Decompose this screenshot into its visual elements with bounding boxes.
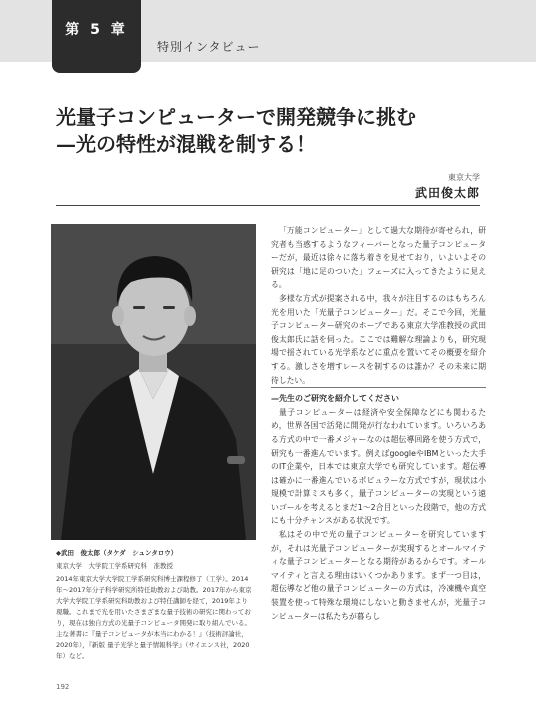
article-body [271, 224, 486, 664]
lead-paragraph: 「万能コンピューター」として過大な期待が寄せられ，研究者も当惑するようなフィーバーとなった量子コンピューターだが，最近は徐々に落ち着きを見せており，いよいよその研究は「地に足のついた」フェーズに入ってきたように見える。 [271, 226, 486, 290]
interview-question: —先生のご研究を紹介してください [271, 387, 486, 406]
chapter-tab [52, 0, 141, 73]
page-number: 192 [56, 683, 70, 691]
title-line-2: —光の特性が混戦を制する！ [56, 132, 316, 156]
author-name: 武田俊太郎 [414, 186, 480, 200]
author-photo [51, 224, 256, 540]
chapter-label: 第 5 章 [65, 21, 128, 38]
article-title [56, 104, 496, 158]
portrait-illustration [51, 224, 256, 540]
caption-name: ◆武田 俊太郎（タケダ シュンタロウ） [56, 549, 178, 557]
section-label: 特別インタビュー [157, 40, 261, 54]
lead-paragraph: 多様な方式が提案される中，我々が注目するのはもちろん光を用いた「光量子コンピューター」だ。そこで今回，光量子コンピューター研究のホープである東京大学准教授の武田俊太郎氏に話を伺った。ここでは難解な理論よりも，研究現場で揺されている光学系などに重点を置いてその概要を紹介する。激しさを増すレースを制するのは誰か？その未来に期待したい。 [271, 293, 486, 385]
caption-bio: 2014年東京大学大学院工学系研究科博士課程修了（工学）。2014年～2017年分子科学研究所特任助教および助教。2017年から東京大学大学院工学系研究科助教および特任講師を経て，2019年より現職。これまで光を用いたさまざまな量子技術の研究に関わっており，現在は独自方式の光量子コンピュータ開発に取り組んでいる。主な著書に『量子コンピュータが本当にわかる！』（技術評論社，2020年），『新版 量子光学と量子情報科学』（サイエンス社，2020年）など。 [56, 575, 252, 660]
answer-paragraph: 量子コンピューターは経済や安全保障などにも関わるため，世界各国で活発に開発が行なわれています。いろいろある方式の中で一番メジャーなのは超伝導回路を使う方式で，研究も一番進んでいます。例えばgoogleやIBMといった大手のIT企業や，日本では東京大学でも研究しています。超伝導は確かに一番進んでいるポビュラーな方式ですが，現状は小規模で計算ミスも多く，量子コンピューターの実現という遠いゴールを考えるとまだ1～2合目といった段階で，他の方式にも十分チャンスがある状況です。 [271, 407, 486, 526]
photo-caption [56, 548, 254, 664]
caption-position: 東京大学 大学院工学系研究科 准教授 [56, 562, 173, 570]
title-line-1: 光量子コンピューターで開発競争に挑む [56, 105, 416, 129]
author-affiliation: 東京大学 [448, 173, 480, 182]
answer-paragraph: 私はその中で光の量子コンピューターを研究していますが，それは光量子コンピューターが実現するとオールマイティな量子コンピューターとなる期待があるからです。オールマイティと言える理由はいくつかあります。まず一つ目は，超伝導など他の量子コンピューターの方式は，冷凍機や真空装置を使って特殊な環境にしないと動きませんが，光量子コンピューターは私たちが暮らし [271, 530, 486, 621]
author-rule [56, 205, 480, 206]
